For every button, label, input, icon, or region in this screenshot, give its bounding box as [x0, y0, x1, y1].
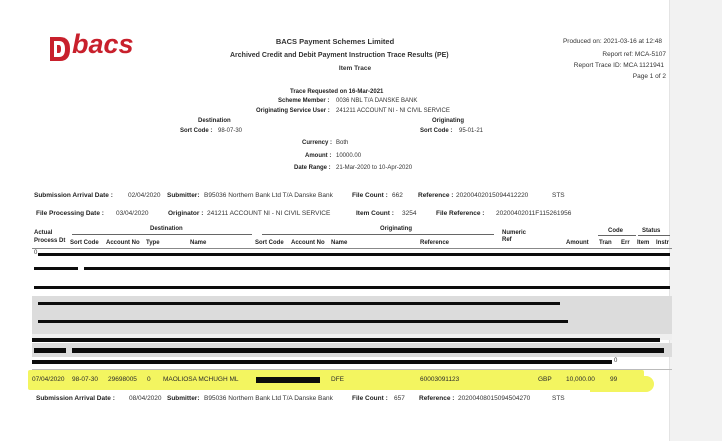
redaction-bar [34, 267, 78, 270]
col-actual: Actual [34, 230, 53, 236]
originating-heading: Originating [432, 118, 464, 124]
file-count-label: File Count : [352, 192, 388, 199]
destination-sort-label: Sort Code : [180, 128, 213, 134]
header-bottom-rule [32, 248, 672, 249]
report-subtitle: Item Trace [338, 65, 372, 72]
group-code: Code [608, 228, 623, 234]
submission2-submitter-label: Submitter: [167, 395, 200, 402]
reference-label: Reference : [418, 192, 454, 199]
currency-value: Both [336, 140, 349, 146]
row-reference: 60003091123 [420, 376, 460, 383]
row-tran: 99 [610, 376, 618, 383]
submitter-label: Submitter: [167, 192, 200, 199]
group-originating: Originating [380, 226, 412, 232]
col-o-sort-code: Sort Code [255, 240, 284, 246]
scheme-member-label: Scheme Member : [278, 98, 330, 104]
col-sort-code: Sort Code [70, 240, 99, 246]
report-title: Archived Credit and Debit Payment Instruction Trace Results (PE) [230, 52, 449, 59]
redaction-bar [32, 360, 612, 364]
submission-arrival-label: Submission Arrival Date : [34, 192, 113, 199]
col-instr: Instr [656, 240, 670, 246]
amount-label: Amount : [305, 153, 332, 159]
row-name: MAOLIOSA MCHUGH ML [163, 376, 239, 383]
destination-group-rule [72, 234, 252, 235]
submission2-status-value: STS [552, 395, 565, 402]
row-account-no: 29698005 [108, 376, 137, 383]
date-range-label: Date Range : [294, 165, 331, 171]
submission2-reference-value: 20200408015094504270 [458, 395, 531, 402]
page-edge-margin [670, 0, 722, 441]
col-name: Name [190, 240, 207, 246]
redaction-bar [34, 348, 66, 353]
group-destination: Destination [150, 226, 183, 232]
osu-value: 241211 ACCOUNT NI - NI CIVIL SERVICE [336, 108, 450, 114]
amount-value: 10000.00 [336, 153, 362, 159]
report-trace-id: Report Trace ID: MCA 1121941 [573, 62, 664, 69]
status-group-rule [638, 235, 670, 236]
destination-heading: Destination [198, 118, 231, 124]
currency-label: Currency : [302, 140, 333, 146]
col-numeric-ref: Ref [502, 237, 512, 243]
code-group-rule [598, 235, 636, 236]
reference-value: 20200402015094412220 [456, 192, 529, 199]
col-type: Type [146, 240, 160, 246]
submission2-file-count-value: 657 [394, 395, 405, 402]
item-count-value: 3254 [402, 210, 417, 217]
bacs-logo-text: bacs [72, 29, 134, 59]
submission2-file-count-label: File Count : [352, 395, 388, 402]
submission-arrival-value: 02/04/2020 [128, 192, 161, 199]
company-name: BACS Payment Schemes Limited [275, 37, 395, 46]
row-amount: 10,000.00 [566, 376, 595, 383]
bacs-logo-mark-icon [48, 35, 72, 63]
file-count-value: 662 [392, 192, 403, 199]
produced-on: Produced on: 2021-03-16 at 12:48 [562, 38, 662, 45]
originating-sort-label: Sort Code : [420, 128, 453, 134]
report-ref: Report ref: MCA-5107 [602, 51, 666, 58]
col-process-dt: Process Dt [34, 238, 66, 244]
highlight-marker-tail [590, 376, 654, 392]
group-status: Status [642, 228, 661, 234]
date-range-value: 21-Mar-2020 to 10-Apr-2020 [336, 165, 413, 171]
submission2-submitter-value: B95036 Northern Bank Ltd T/A Danske Bank [204, 395, 333, 402]
submitter-value: B95036 Northern Bank Ltd T/A Danske Bank [204, 192, 333, 199]
col-reference: Reference [420, 240, 450, 246]
row-marker-top: 0 [34, 250, 38, 256]
row-marker-bottom: 0 [614, 358, 618, 364]
row-currency: GBP [538, 376, 552, 383]
row-sort-code: 98-07-30 [72, 376, 99, 383]
redaction-bar [38, 320, 568, 323]
redaction-bar [32, 338, 660, 342]
row-type: 0 [147, 376, 151, 383]
redaction-bar [38, 253, 670, 256]
redaction-bar [84, 267, 670, 270]
redaction-bar [38, 302, 560, 305]
originating-group-rule [262, 234, 494, 235]
destination-sort-value: 98-07-30 [218, 128, 243, 134]
file-processing-date-label: File Processing Date : [36, 210, 104, 217]
originating-sort-value: 95-01-21 [459, 128, 484, 134]
col-numeric: Numeric [502, 230, 527, 236]
osu-label: Originating Service User : [256, 108, 330, 114]
scheme-member-value: 0036 NBL T/A DANSKE BANK [336, 98, 418, 104]
file-processing-date-value: 03/04/2020 [116, 210, 149, 217]
page-edge-line [669, 0, 670, 441]
col-account-no: Account No [106, 240, 140, 246]
item-count-label: Item Count : [356, 210, 394, 217]
submission2-arrival-label: Submission Arrival Date : [36, 395, 115, 402]
submission2-reference-label: Reference : [419, 395, 455, 402]
originator-label: Originator : [168, 210, 204, 217]
originator-value: 241211 ACCOUNT NI - NI CIVIL SERVICE [207, 210, 331, 217]
file-reference-label: File Reference : [436, 210, 485, 217]
col-o-name: Name [331, 240, 348, 246]
submission2-arrival-value: 08/04/2020 [129, 395, 162, 402]
col-o-account-no: Account No [291, 240, 325, 246]
redaction-bar [72, 348, 664, 353]
redaction-bar [34, 286, 670, 289]
col-err: Err [621, 240, 630, 246]
page-number: Page 1 of 2 [632, 73, 666, 80]
file-reference-value: 20200402011F115261956 [496, 210, 572, 217]
row-o-name: DFE [331, 376, 344, 383]
row-process-dt: 07/04/2020 [32, 376, 65, 383]
status-value: STS [552, 192, 565, 199]
col-item: Item [637, 240, 650, 246]
col-tran: Tran [599, 240, 612, 246]
col-amount: Amount [566, 240, 589, 246]
redaction-bar [256, 377, 320, 383]
trace-requested: Trace Requested on 16-Mar-2021 [290, 89, 384, 95]
